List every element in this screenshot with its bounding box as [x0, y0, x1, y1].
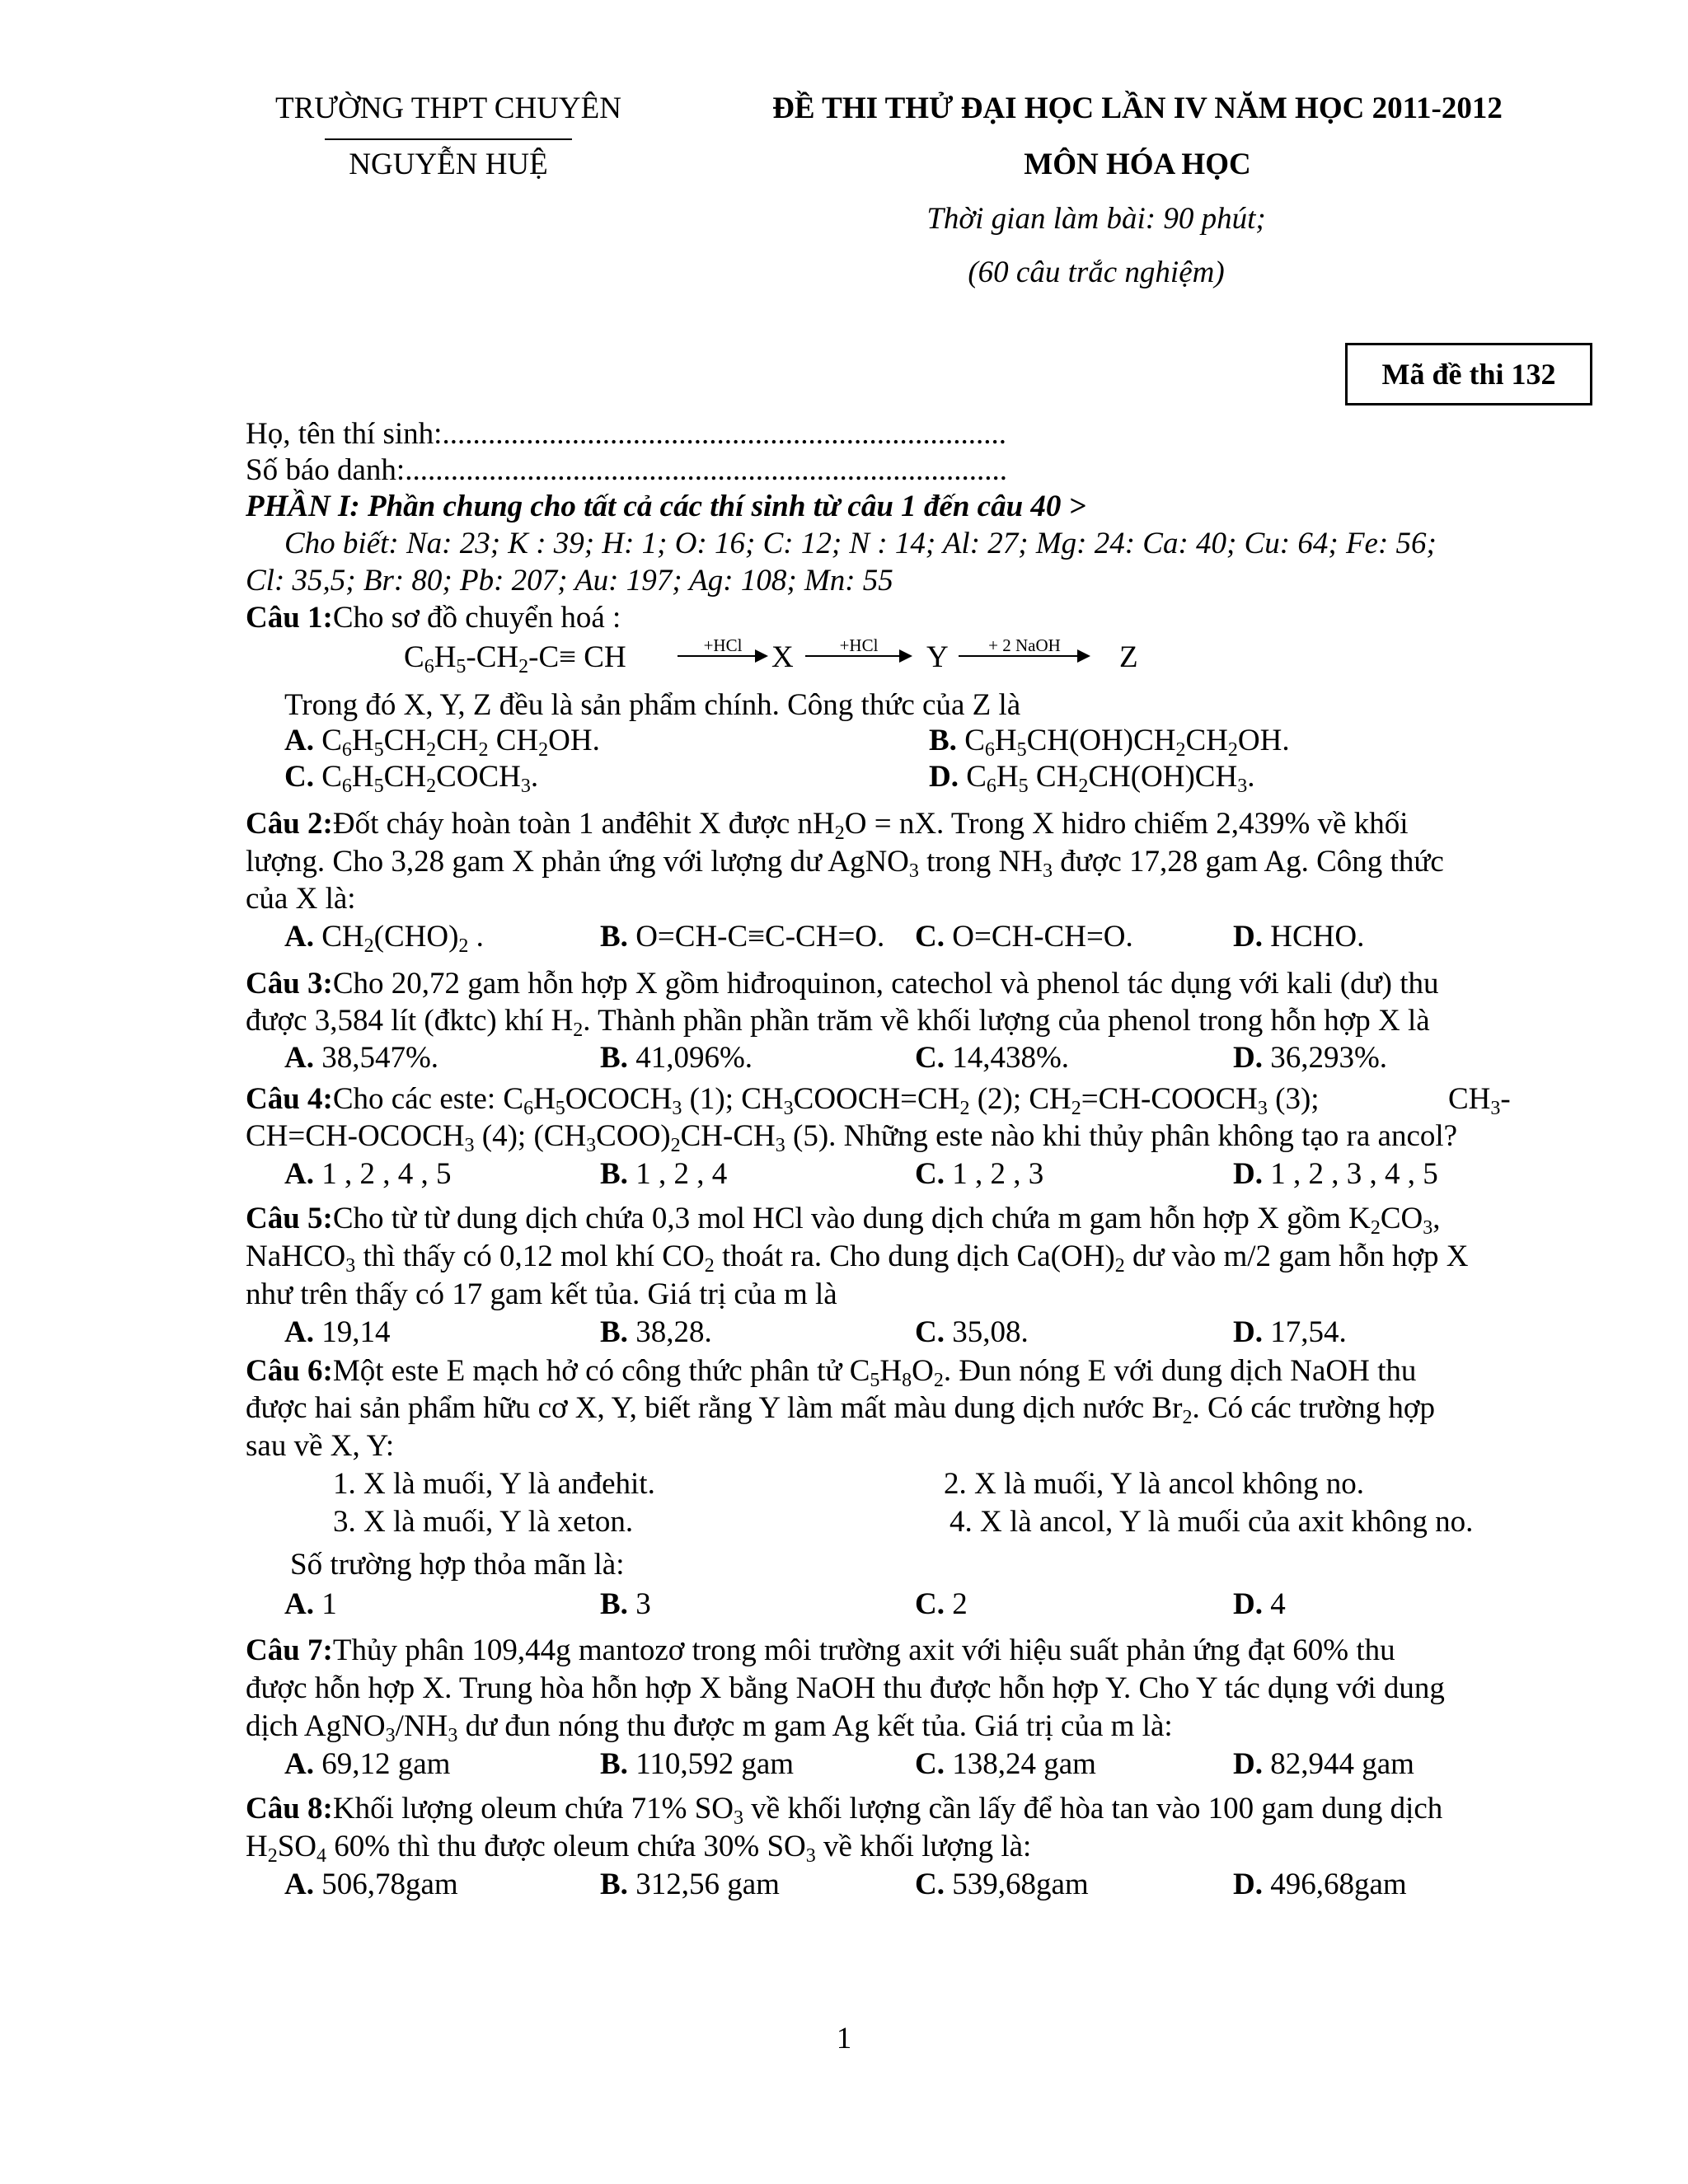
question-3-line1: Câu 3:Cho 20,72 gam hỗn hợp X gồm hiđroquinon, catechol và phenol tác dụng với kali (dư) thu	[246, 967, 1439, 1001]
option-c[interactable]: C. O=CH-CH=O.	[915, 920, 1133, 954]
question-6-line2: được hai sản phẩm hữu cơ X, Y, biết rằng Y làm mất màu dung dịch nước $Br_2$. Có các trường hợp	[246, 1391, 1435, 1428]
exam-subject: MÔN HÓA HỌC	[1024, 148, 1251, 181]
option-d[interactable]: D. 36,293%.	[1233, 1041, 1388, 1075]
page-number: 1	[836, 2022, 852, 2055]
candidate-id-field: Số báo danh:...............................................................................	[246, 453, 1007, 487]
question-2-line1: Câu 2:Đốt cháy hoàn toàn 1 anđêhit X được $nH_2O$ = nX. Trong X hidro chiếm 2,439% về khối	[246, 807, 1409, 844]
question-count: (60 câu trắc nghiệm)	[968, 255, 1225, 289]
question-3-line2: được 3,584 lít (đktc) khí $H_2$. Thành phần phần trăm về khối lượng của phenol trong hỗn hợp X là	[246, 1004, 1430, 1041]
question-label: Câu 3:	[246, 967, 333, 1001]
question-7-line2: được hỗn hợp X. Trung hòa hỗn hợp X bằng NaOH thu được hỗn hợp Y. Cho Y tác dụng với dung	[246, 1671, 1445, 1705]
question-5-line2: NaHCO$_3$ thì thấy có 0,12 mol khí $CO_2$ thoát ra. Cho dung dịch $Ca(OH)_2$ dư vào m/2 gam hỗn hợp X	[246, 1240, 1469, 1277]
option-d[interactable]: D. HCHO.	[1233, 920, 1365, 954]
option-c[interactable]: C. 2	[915, 1587, 968, 1621]
option-a[interactable]: A. $C_6H_5CH_2CH_2$ $CH_2OH$.	[284, 724, 600, 761]
exam-title: ĐỀ THI THỬ ĐẠI HỌC LẦN IV NĂM HỌC 2011-2012	[772, 91, 1503, 125]
option-c[interactable]: C. 35,08.	[915, 1315, 1029, 1349]
question-4-line2: $CH=CH-OCOCH_3$ (4); $(CH_3COO)_2CH-CH_3$ (5). Những este nào khi thủy phân không tạo ra ancol?	[246, 1119, 1458, 1156]
option-b[interactable]: B. 110,592 gam	[600, 1747, 795, 1781]
option-c[interactable]: C. $C_6H_5CH_2COCH_3$.	[284, 760, 539, 797]
question-6-line3: sau về X, Y:	[246, 1429, 395, 1463]
question-label: Câu 1:	[246, 601, 333, 635]
question-label: Câu 5:	[246, 1202, 333, 1235]
question-2-line2: lượng. Cho 3,28 gam X phản ứng với lượng dư AgNO$_3$ trong $NH_3$ được 17,28 gam Ag. Công thức	[246, 845, 1444, 882]
question-label: Câu 2:	[246, 807, 333, 841]
option-b[interactable]: B. 1 , 2 , 4	[600, 1157, 728, 1191]
question-label: Câu 6:	[246, 1354, 333, 1388]
case-3: 3. X là muối, Y là xeton.	[333, 1505, 634, 1539]
option-b[interactable]: B. O=CH-C≡C-CH=O.	[600, 920, 885, 954]
question-8-line2: $H_2SO_4$ 60% thì thu được oleum chứa 30% $SO_3$ về khối lượng là:	[246, 1830, 1032, 1867]
option-b[interactable]: B. 38,28.	[600, 1315, 712, 1349]
question-6-line1: Câu 6:Một este E mạch hở có công thức phân tử $C_5H_8O_2$. Đun nóng E với dung dịch NaOH thu	[246, 1354, 1417, 1391]
option-b[interactable]: B. 41,096%.	[600, 1041, 753, 1075]
option-b[interactable]: B. 3	[600, 1587, 651, 1621]
option-a[interactable]: A. 38,547%.	[284, 1041, 439, 1075]
option-a[interactable]: A. 1	[284, 1587, 337, 1621]
case-1: 1. X là muối, Y là anđehit.	[333, 1467, 655, 1501]
option-c[interactable]: C. 539,68gam	[915, 1868, 1089, 1901]
atomic-masses-line1: Cho biết: Na: 23; K : 39; H: 1; O: 16; C: 12; N : 14; Al: 27; Mg: 24: Ca: 40; Cu: 64; Fe: 56;	[284, 527, 1437, 560]
option-a[interactable]: A. 506,78gam	[284, 1868, 458, 1901]
question-6-count: Số trường hợp thỏa mãn là:	[290, 1548, 625, 1582]
option-a[interactable]: A. $CH_2(CHO)_2$ .	[284, 920, 484, 957]
school-underline	[325, 138, 572, 140]
reaction-product-y: Y	[926, 640, 949, 674]
reaction-product-x: X	[771, 640, 794, 674]
question-2-line3: của X là:	[246, 882, 356, 916]
question-1-note: Trong đó X, Y, Z đều là sản phẩm chính. Công thức của Z là	[284, 688, 1021, 722]
question-4-line1-end: $CH_3-$	[1448, 1082, 1511, 1119]
option-d[interactable]: D. 82,944 gam	[1233, 1747, 1414, 1781]
exam-time: Thời gian làm bài: 90 phút;	[926, 202, 1266, 236]
option-b[interactable]: B. 312,56 gam	[600, 1868, 780, 1901]
case-4: 4. X là ancol, Y là muối của axit không no.	[950, 1505, 1474, 1539]
option-c[interactable]: C. 138,24 gam	[915, 1747, 1096, 1781]
option-d[interactable]: D. $C_6H_5$ $CH_2CH(OH)CH_3$.	[929, 760, 1255, 797]
school-name: TRƯỜNG THPT CHUYÊN	[275, 91, 621, 125]
reaction-arrow-2: +HCl	[805, 637, 912, 670]
part1-title: PHẦN I: Phần chung cho tất cả các thí sinh từ câu 1 đến câu 40 >	[246, 490, 1086, 523]
reaction-start: $C_6H_5-CH_2-C\equiv$ CH	[404, 640, 626, 677]
reaction-arrow-1: +HCl	[678, 637, 768, 670]
question-label: Câu 7:	[246, 1633, 333, 1667]
question-7-line1: Câu 7:Thủy phân 109,44g mantozơ trong môi trường axit với hiệu suất phản ứng đạt 60% thu	[246, 1633, 1395, 1667]
question-8-line1: Câu 8:Khối lượng oleum chứa 71% $SO_3$ về khối lượng cần lấy để hòa tan vào 100 gam dung dịch	[246, 1792, 1443, 1829]
option-d[interactable]: D. 496,68gam	[1233, 1868, 1407, 1901]
exam-code-box	[1345, 343, 1592, 405]
option-a[interactable]: A. 69,12 gam	[284, 1747, 451, 1781]
question-label: Câu 8:	[246, 1792, 333, 1825]
question-7-line3: dịch $AgNO_3/NH_3$ dư đun nóng thu được m gam Ag kết tủa. Giá trị của m là:	[246, 1709, 1173, 1746]
option-c[interactable]: C. 14,438%.	[915, 1041, 1070, 1075]
exam-code: Mã đề thi 132	[1381, 358, 1556, 391]
school-name-line2: NGUYỄN HUỆ	[349, 148, 548, 181]
option-c[interactable]: C. 1 , 2 , 3	[915, 1157, 1044, 1191]
option-b[interactable]: B. $C_6H_5CH(OH)CH_2CH_2OH$.	[929, 724, 1290, 761]
question-5-line1: Câu 5:Cho từ từ dung dịch chứa 0,3 mol HCl vào dung dịch chứa m gam hỗn hợp X gồm $K_2CO_3$,	[246, 1202, 1441, 1239]
reaction-product-z: Z	[1119, 640, 1138, 674]
question-4-line1: Câu 4:Cho các este: $C_6H_5OCOCH_3$ (1); $CH_3COOCH=CH_2$ (2); $CH_2=CH-COOCH_3$ (3);	[246, 1082, 1320, 1119]
question-5-line3: như trên thấy có 17 gam kết tủa. Giá trị của m là	[246, 1277, 837, 1311]
question-1-stem: Câu 1:Cho sơ đồ chuyển hoá :	[246, 601, 621, 635]
option-d[interactable]: D. 1 , 2 , 3 , 4 , 5	[1233, 1157, 1438, 1191]
option-a[interactable]: A. 19,14	[284, 1315, 391, 1349]
atomic-masses-line2: Cl: 35,5; Br: 80; Pb: 207; Au: 197; Ag: 108; Mn: 55	[246, 564, 893, 598]
candidate-name-field: Họ, tên thí sinh:..........................................................................	[246, 417, 1006, 451]
reaction-arrow-3: + 2 NaOH	[959, 637, 1090, 670]
question-label: Câu 4:	[246, 1082, 333, 1116]
case-2: 2. X là muối, Y là ancol không no.	[944, 1467, 1365, 1501]
option-d[interactable]: D. 4	[1233, 1587, 1286, 1621]
option-d[interactable]: D. 17,54.	[1233, 1315, 1347, 1349]
option-a[interactable]: A. 1 , 2 , 4 , 5	[284, 1157, 452, 1191]
